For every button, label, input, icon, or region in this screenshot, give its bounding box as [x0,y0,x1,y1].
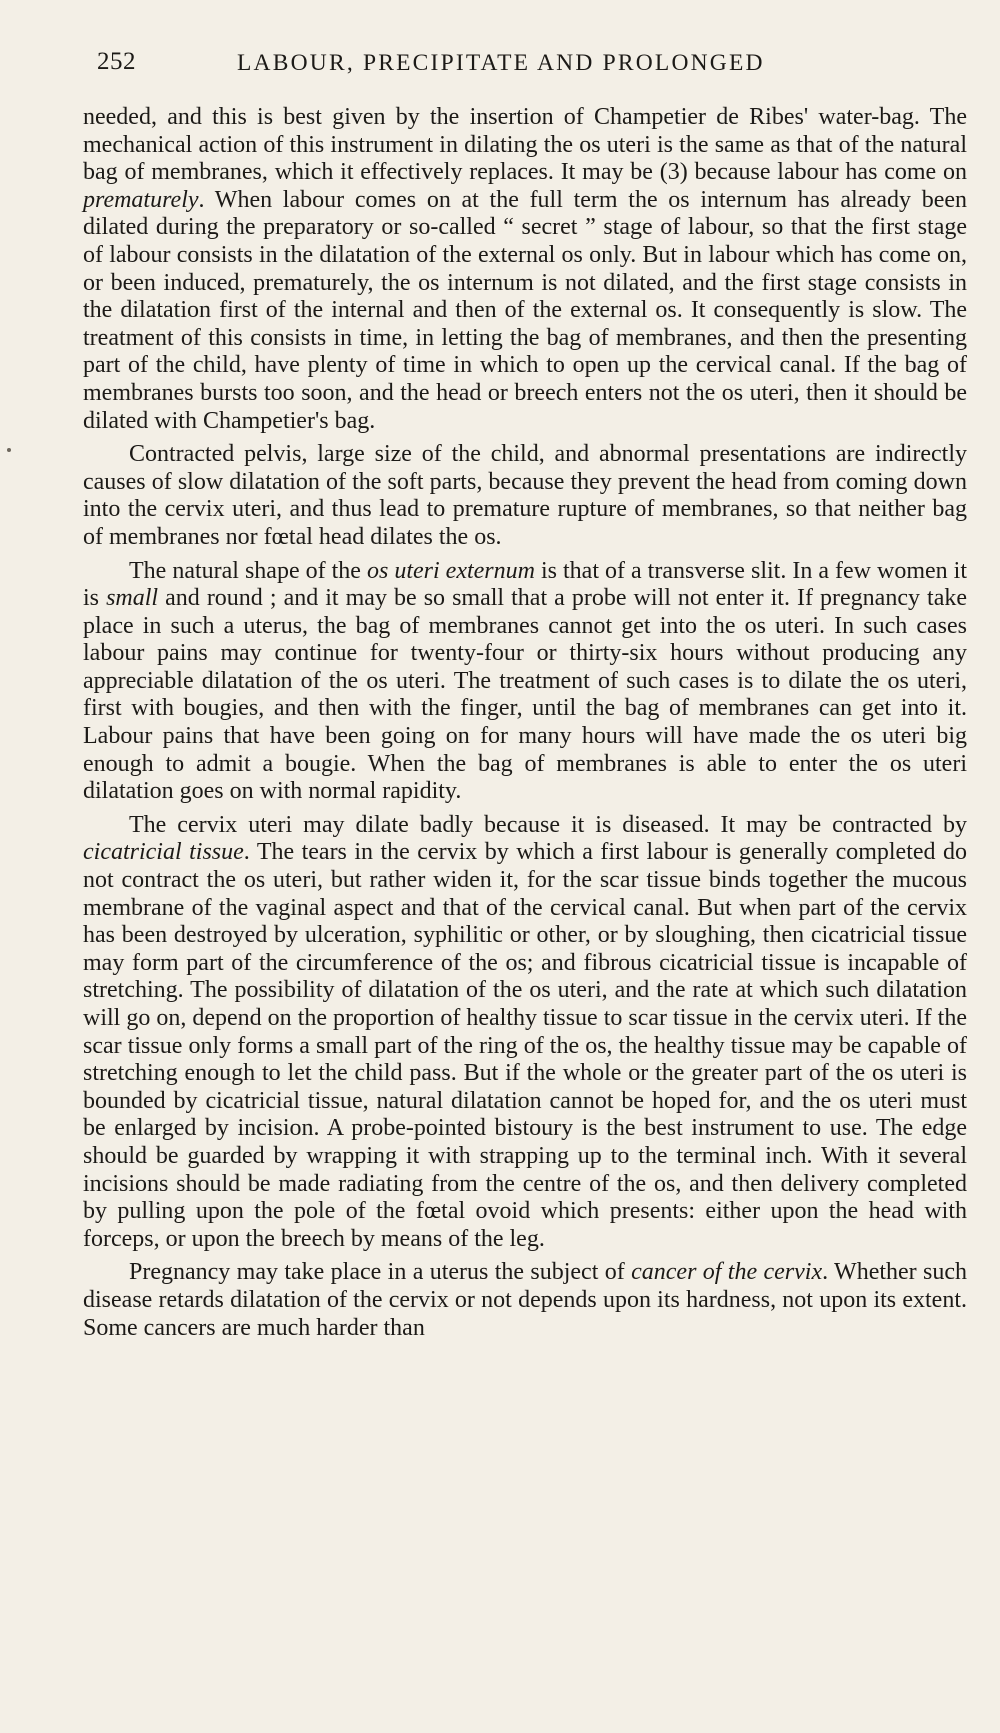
italic-term-cicatricial-tissue: cicatricial tissue [83,839,244,866]
italic-term-cancer-of-the-cervix: cancer of the cervix [631,1259,823,1286]
text-run: is that of a transverse slit. In a few women it is [83,557,967,612]
text-run: Pregnancy may take place in a uterus the subject of [129,1259,632,1286]
running-head [97,48,963,88]
text-run: and round ; and it may be so small that a probe will not enter it. If pregnancy take place in such a uterus, the bag of membranes cannot get into the os uteri. In such cases labour pains may continue for twenty-four or thirty-six hours without producing any appreciable dilatation of the os uteri. The treatment of such cases is to dilate the os uteri, first with bougies, and then with the finger, until the bag of membranes can get into it. Labour pains that have been going on for many hours will have made the os uteri big enough to admit a bougie. When the bag of membranes is able to enter the os uteri dilatation goes on with normal rapidity. [83,585,967,805]
text-run: Contracted pelvis, large size of the child, and abnormal presentations are indirectly causes of slow dilatation of the soft parts, because they prevent the head from coming down into the cervix uteri, and thus lead to premature rupture of membranes, so that neither bag of membranes nor fœtal head dilates the os. [83,441,967,550]
running-title: LABOUR, PRECIPITATE AND PROLONGED [237,50,765,76]
text-run: . When labour comes on at the full term the os internum has already been dilated during the preparatory or so-called “ secret ” stage of labour, so that the first stage of labour consists in the dilatation of the external os only. But in labour which has come on, or been induced, prematurely, the os internum is not dilated, and the first stage consists in the dilatation first of the internal and then of the external os. It consequently is slow. The treatment of this consists in time, in letting the bag of membranes, and then the presenting part of the child, have plenty of time in which to open up the cervical canal. If the bag of membranes bursts too soon, and the head or breech enters not the os uteri, then it should be dilated with Champetier's bag. [83,186,967,434]
italic-term-os-uteri-externum: os uteri externum [366,557,535,584]
text-run: The natural shape of the [129,557,367,584]
text-run: The cervix uteri may dilate badly because it is diseased. It may be contracted by [129,811,967,838]
body-text [83,104,967,1342]
paragraph-cicatricial-tissue [83,812,967,1254]
margin-mark [7,448,11,452]
text-run: . The tears in the cervix by which a first labour is generally completed do not contract the os uteri, but rather widen it, for the scar tissue binds together the mucous membrane of the vaginal aspect and that of the cervical canal. But when part of the cervix has been destroyed by ulceration, syphilitic or other, or by sloughing, then cicatricial tissue may form part of the circumference of the os; and fibrous cicatricial tissue is incapable of stretching. The possibility of dilatation of the os uteri, and the rate at which such dilatation will go on, depend on the proportion of healthy tissue to scar tissue in the cervix uteri. If the scar tissue only forms a small part of the ring of the os, the healthy tissue may be capable of stretching enough to let the child pass. But if the whole or the greater part of the os uteri is bounded by cicatricial tissue, natural dilatation cannot be hoped for, and the os uteri must be enlarged by incision. A probe-pointed bistoury is the best instrument to use. The edge should be guarded by wrapping it with strapping up to the terminal inch. With it several incisions should be made radiating from the centre of the os, and then delivery completed by pulling upon the pole of the fœtal ovoid which presents: either upon the head with forceps, or upon the breech by means of the leg. [83,839,967,1252]
text-run: needed, and this is best given by the insertion of Champetier de Ribes' water-bag. The mechanical action of this instrument in dilating the os uteri is the same as that of the natural bag of membranes, which it effectively replaces. It may be (3) because labour has come on [83,104,967,186]
paragraph-contracted-pelvis [83,441,967,551]
text-run: . Whether such disease retards dilatation of the cervix or not depends upon its hardness, not upon its extent. Some cancers are much harder than [83,1259,968,1341]
italic-term-prematurely: prematurely [83,186,199,213]
paragraph-champetier-bag [83,104,967,435]
page-number: 252 [97,48,136,75]
paragraph-os-uteri-externum [83,558,967,806]
paragraph-cancer-of-cervix [83,1259,967,1342]
italic-term-small: small [106,585,159,612]
